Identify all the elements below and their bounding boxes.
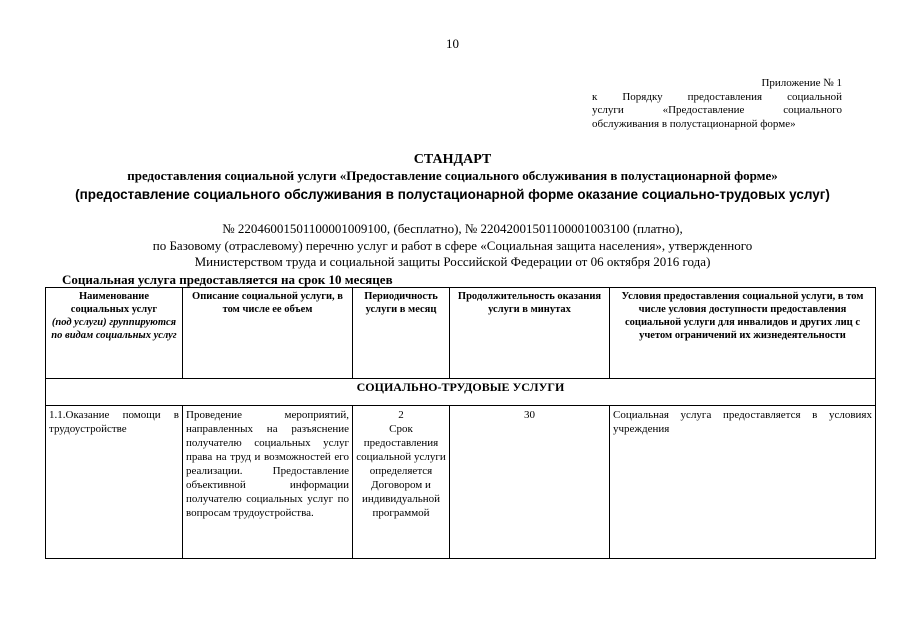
header-duration: Продолжительность оказания услуги в минутах	[450, 288, 610, 379]
document-subtitle-services: (предоставление социального обслуживания в полустационарной форме оказание социально-трудовых услуг)	[75, 187, 830, 202]
document-title: СТАНДАРТ	[413, 152, 492, 167]
cell-periodicity-value: 2	[398, 409, 404, 421]
appendix-line-1: Приложение № 1	[761, 77, 842, 89]
appendix-note	[592, 77, 842, 131]
cell-periodicity	[353, 406, 450, 559]
service-period-note: Социальная услуга предоставляется на срок 10 месяцев	[62, 272, 393, 287]
header-service-name-italic: (под услуги) группируются по видам социальных услуг	[51, 317, 177, 341]
appendix-line-2: к Порядку предоставления социальной	[592, 90, 842, 103]
header-description: Описание социальной услуги, в том числе ее объем	[183, 288, 353, 379]
registry-basis: по Базовому (отраслевому) перечню услуг и работ в сфере «Социальная защита населения», утвержденного	[152, 238, 753, 253]
header-conditions: Условия предоставления социальной услуги, в том числе условия доступности предоставления социальной услуги для инвалидов и других лиц с учетом ограничений их жизнедеятельности	[610, 288, 876, 379]
appendix-line-3: услуги «Предоставление социального	[592, 104, 842, 116]
header-service-name	[46, 288, 183, 379]
registry-numbers: № 22046001501100001009100, (бесплатно), № 22042001501100001003100 (платно),	[222, 221, 683, 236]
section-title: СОЦИАЛЬНО-ТРУДОВЫЕ УСЛУГИ	[46, 379, 876, 406]
appendix-line-4: обслуживания в полустационарной форме»	[592, 117, 796, 130]
standard-table	[45, 287, 876, 559]
table-section-row	[46, 379, 876, 406]
page-number: 10	[446, 36, 459, 51]
registry-approval: Министерством труда и социальной защиты Российской Федерации от 06 октября 2016 года)	[194, 254, 711, 269]
cell-conditions: Социальная услуга предоставляется в условиях учреждения	[610, 406, 876, 559]
document-subtitle: предоставления социальной услуги «Предоставление социального обслуживания в полустационарной форме»	[127, 168, 778, 183]
header-periodicity: Периодичность услуги в месяц	[353, 288, 450, 379]
header-service-name-main: Наименование социальных услуг	[70, 291, 158, 315]
cell-periodicity-note: Срок предоставления социальной услуги определяется Договором и индивидуальной программой	[356, 423, 446, 519]
table-header-row	[46, 288, 876, 379]
table-row	[46, 406, 876, 559]
cell-service-name: 1.1.Оказание помощи в трудоустройстве	[46, 406, 183, 559]
cell-duration: 30	[450, 406, 610, 559]
cell-description: Проведение мероприятий, направленных на разъяснение получателю социальных услуг права на труд и возможностей его реализации. Предоставление объективной информации получателю социальных услуг по вопросам трудоустройства.	[183, 406, 353, 559]
